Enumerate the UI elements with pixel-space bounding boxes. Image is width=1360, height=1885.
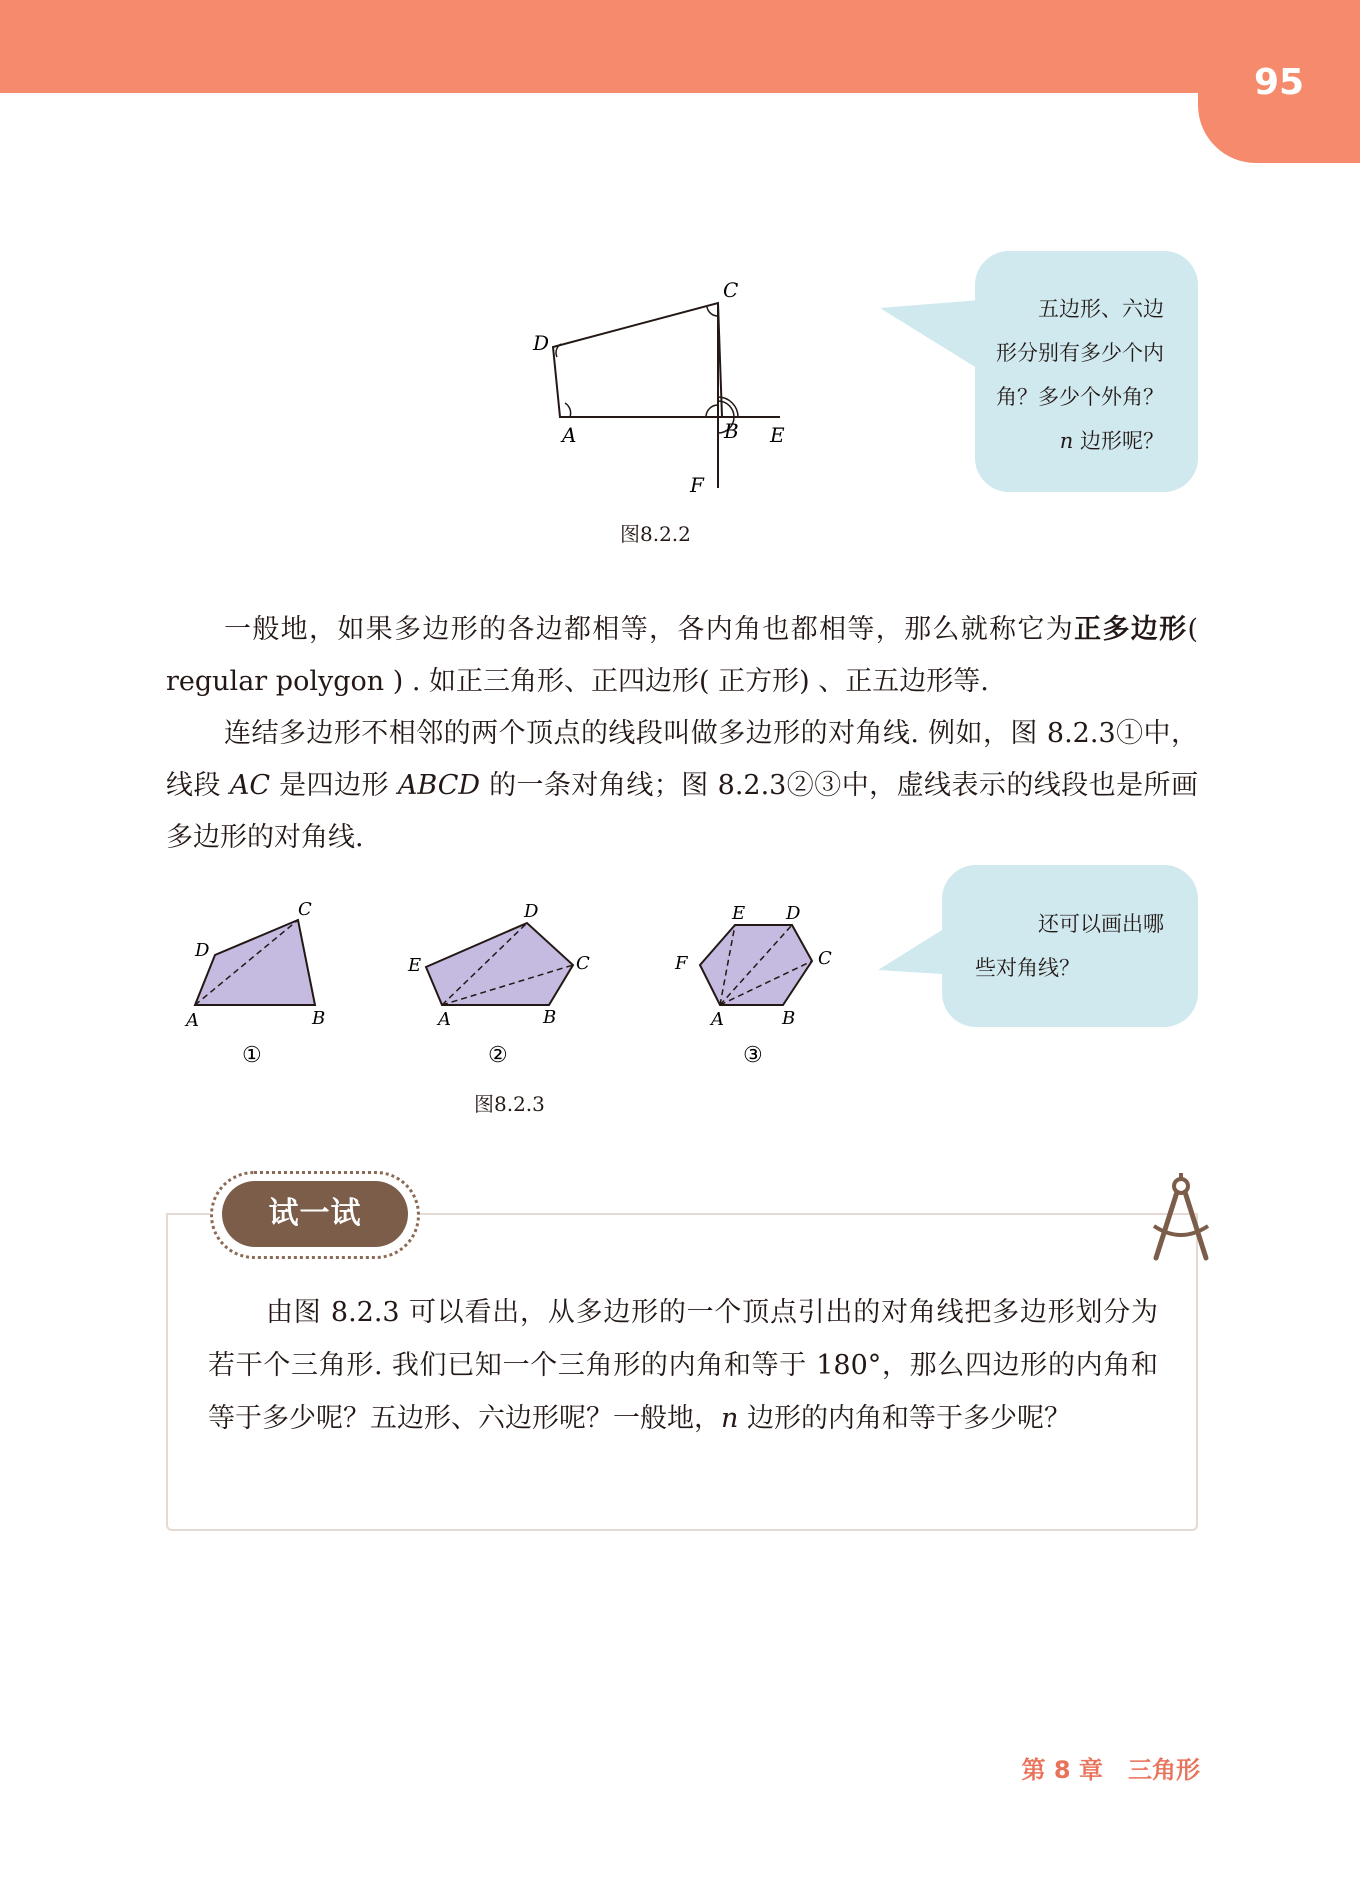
header-band [0, 0, 1360, 93]
angle-mark-b-exterior1 [718, 401, 734, 417]
paragraph2-part2: 是四边形 [270, 770, 398, 801]
pentagon-label-b: B [543, 1007, 557, 1028]
label-c: C [723, 278, 739, 302]
segment-ac: AC [229, 770, 271, 801]
hexagon-label-e: E [732, 903, 746, 924]
angle-mark-c [707, 307, 718, 316]
hexagon-label-f: F [675, 953, 688, 974]
label-e: E [770, 423, 785, 447]
quad-label-b: B [312, 1008, 326, 1029]
chapter-number: 第 8 章 [1021, 1756, 1103, 1784]
quad-label-a: A [186, 1010, 199, 1031]
paragraph1-part1: 一般地，如果多边形的各边都相等，各内角也都相等，那么就称它为 [224, 614, 1075, 645]
quad-label-c: C [298, 899, 312, 920]
quad-diagram [184, 899, 325, 1068]
bubble1-line2: 形分别有多少个内 [996, 341, 1164, 365]
term-regular-polygon: 正多边形 [1074, 614, 1188, 645]
try-var-n: n [721, 1403, 739, 1434]
pentagon-label-e: E [408, 955, 422, 976]
hexagon-label-c: C [818, 948, 832, 969]
bubble-question-2 [942, 865, 1198, 1027]
figure-8-2-3 [180, 895, 860, 1075]
try-part2: 边形的内角和等于多少呢？ [738, 1403, 1071, 1434]
bubble1-line3: 角？多少个外角？ [996, 385, 1164, 409]
paragraph-regular-polygon [166, 604, 1198, 708]
chapter-footer [960, 1750, 1200, 1785]
paragraph2-part1: 连结多边形不相邻的两个顶点的线段叫做多边形的对角线. 例如，图 8.2.3①中，线段 [166, 718, 1198, 801]
bubble1-tail [880, 300, 980, 380]
figure-8-2-2-caption: 图8.2.2 [620, 522, 691, 546]
figure-8-2-3-caption: 图8.2.3 [474, 1092, 545, 1116]
quad-label-d: D [195, 940, 210, 961]
label-f: F [690, 473, 704, 497]
hexagon-label-b: B [782, 1008, 796, 1029]
paragraph2-part3: 的一条对角线；图 8.2.3②③中，虚线表示的线段也是所画多边形的对角线. [166, 770, 1198, 853]
angle-mark-a [565, 403, 571, 417]
try-part1: 由图 8.2.3 可以看出，从多边形的一个顶点引出的对角线把多边形划分为若干个三角形. 我们已知一个三角形的内角和等于 180°，那么四边形的内角和等于多少呢？五边形、六边形呢？一般地， [208, 1297, 1158, 1434]
hexagon-diagram [674, 903, 832, 1068]
bubble1-var-n: n [1059, 429, 1074, 453]
try-section-text [208, 1286, 1158, 1445]
hexagon-label-d: D [786, 903, 801, 924]
pentagon-number: ② [488, 1043, 508, 1068]
bubble1-line4-text: 边形呢？ [1080, 429, 1164, 453]
figure-8-2-2 [520, 270, 820, 500]
label-d: D [533, 331, 550, 355]
pentagon-diagram [407, 901, 590, 1068]
bubble-question-1 [975, 251, 1198, 492]
hexagon-label-a: A [711, 1009, 724, 1030]
bubble1-line1: 五边形、六边 [1038, 297, 1164, 321]
paragraph1-part2: ( regular polygon ) . 如正三角形、正四边形( 正方形) 、正五边形等. [166, 614, 1199, 697]
bubble2-line1: 还可以画出哪 [1038, 912, 1164, 936]
paragraph-diagonal [166, 708, 1198, 864]
pentagon-label-d: D [524, 901, 539, 922]
hexagon-number: ③ [743, 1043, 763, 1068]
quad-number: ① [242, 1043, 262, 1068]
angle-mark-b-inner [706, 405, 718, 417]
pentagon-label-c: C [576, 953, 590, 974]
pentagon-label-a: A [438, 1009, 451, 1030]
quadrilateral-abcd [553, 303, 722, 417]
chapter-title: 三角形 [1128, 1756, 1200, 1784]
bubble1-line4 [975, 419, 1164, 463]
quad-abcd: ABCD [397, 770, 481, 801]
compass-icon [1148, 1170, 1214, 1262]
label-b: B [724, 419, 739, 443]
bubble2-line2: 些对角线？ [975, 956, 1080, 980]
label-a: A [562, 423, 577, 447]
page-number: 95 [1253, 62, 1305, 103]
try-section-title: 试一试 [222, 1181, 408, 1247]
